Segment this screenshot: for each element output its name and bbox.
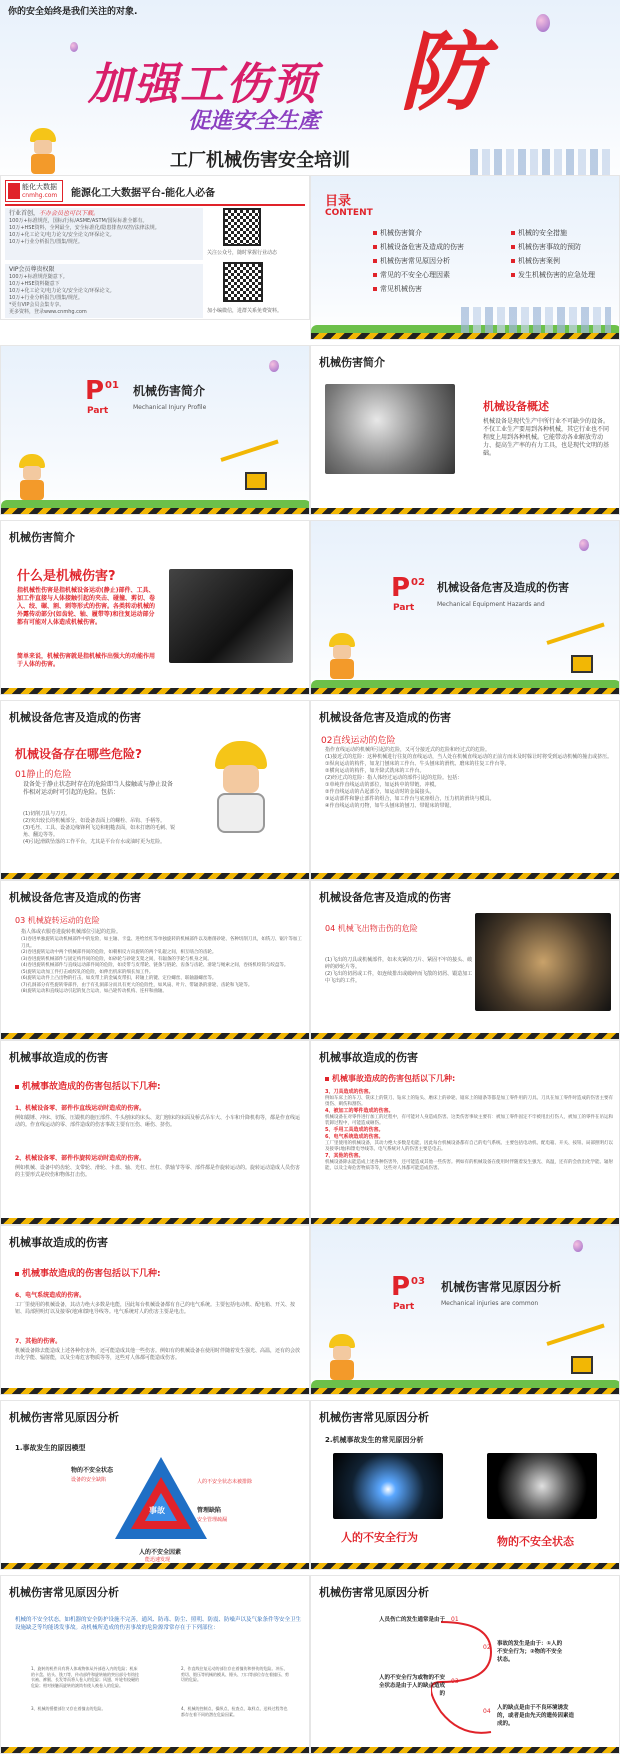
part-title: 机械伤害简介 <box>133 384 206 398</box>
what-slide <box>0 520 310 695</box>
part-number: 03 <box>411 1276 425 1287</box>
qr-code-icon <box>223 208 261 246</box>
what-text: 指机械性伤害是指机械设备运动(静止)部件、工具、加工件直接与人体接触引起的夹击、碰撞、剪切、卷入、绞、碾、割、刺等形式的伤害。各类转动机械的外露传动部分(如齿轮、轴、履带等)和往复运动部分都有可能对人体造成机械伤害。 <box>17 587 156 626</box>
slide-header: 机械伤害简介 <box>319 356 385 369</box>
hazard-subtitle: 03 机械旋转运动的危险 <box>15 916 100 925</box>
triangle-center-label: 事故 <box>149 1506 165 1515</box>
gears-image <box>475 913 611 1011</box>
hazard-item: (1)切削刀具与刀刃。 <box>23 811 71 817</box>
cause-intro: 机械的不安全状态，如机器的安全防护设施不完善，通风、防毒、防尘、照明、防震、防噪声以及气象条件等安全卫生设施缺乏等均能诱发事故。动机械所造成的伤害事故的危险源常常存在于下列部位： <box>15 1617 302 1631</box>
top-slogan: 你的安全始终是我们关注的对象. <box>8 7 138 17</box>
crane-illustration <box>547 1334 607 1378</box>
toc-item[interactable]: 发生机械伤害的应急处理 <box>511 268 595 282</box>
accident-sub: 6、电气系统造成的伤害。 <box>15 1292 86 1299</box>
toc-item[interactable]: 常见的不安全心理因素 <box>373 268 464 282</box>
vip-title: VIP会员尊贵权限 <box>9 266 55 273</box>
toc-slide <box>310 175 620 340</box>
accident-title: 机械事故造成的伤害包括以下几种: <box>325 1073 455 1084</box>
members-title: 行业首创， <box>9 210 40 217</box>
hazard-items: (1)卷进单独旋转运动机械部件中的危险，如主轴、卡盘、进给丝杠等单独旋转的机械部件以及磨削砂轮、各种切削刀具，如铣刀、锯片等加工刀具。 (2)卷进旋转运动中两个机械部件间的危险，如朝相反方向旋转的两个轧辊之间，相互啮合的齿轮。 (3)卷进旋转机械部件与固定构件间的危险，如砂轮与砂轮支架之间，有辐条的手轮与机身之间。 (4)卷进旋转机械部件与直线运动部件间的危险，如皮带与皮带轮、链条与链轮、齿条与齿轮、滑轮与绳索之间，卷扬机绞筒与绞盘等。 (5)旋转运动加工件打击或绞轧的危险，如伸出机床的细长加工件。 (6)旋转运动件上凸出物的打击，如皮带上的金属皮带扣，转轴上的键、定位螺丝、联轴器螺丝等。 (7)孔洞部分有些旋转零部件，由于有孔洞部分而具有更大的危险性，如风扇、叶片、带辐条的滑轮、齿轮和飞轮等。 (8)旋转运动和直线运动引起的复合运动，如凸轮传动机构、连杆和曲轴。 <box>21 937 302 994</box>
cause-triangle-diagram <box>111 1453 211 1543</box>
worker-mascot <box>323 262 357 308</box>
ad-panel <box>0 175 310 320</box>
balloon-icon <box>70 42 78 52</box>
part-number: 01 <box>105 380 119 391</box>
hazard-stripe <box>1 873 309 879</box>
cause-item: 2、作直线往复运动的部位存在着撞伤和挤伤的危险。冲压、剪切、锻压等机械的模具、锤头、刀口等部位存在着撞压、剪切的危险。 <box>181 1666 289 1682</box>
toc-item[interactable]: 机械伤害简介 <box>373 226 464 240</box>
cover-banner <box>0 0 620 185</box>
banner-subtitle: 促進安全生產 <box>188 109 321 134</box>
hazard-stripe <box>311 873 619 879</box>
part-word: Part <box>87 406 109 416</box>
slide-header: 机械设备危害及造成的伤害 <box>319 711 451 724</box>
worker-mascot <box>325 633 359 679</box>
toc-title-en: CONTENT <box>325 208 373 218</box>
note: 设备的安全缺陷 <box>71 1477 107 1483</box>
ad-red-line <box>5 204 305 206</box>
accident3-slide <box>0 1225 310 1395</box>
qr-code-icon <box>223 262 263 302</box>
hazard-subtitle: 04 机械飞出物击伤的危险 <box>325 924 418 933</box>
balloon-icon <box>269 360 279 372</box>
worker-thumbs-up-illustration <box>207 741 275 833</box>
course-title: 工厂机械伤害安全培训 <box>170 150 350 171</box>
part-number: 02 <box>411 577 425 588</box>
toc-item[interactable]: 机械的安全措施 <box>511 226 595 240</box>
cause-sub: 2.机械事故发生的常见原因分析 <box>325 1436 424 1444</box>
banner-title-big: 防 <box>400 23 486 123</box>
hazard-stripe <box>311 1747 619 1753</box>
qr1-caption: 关注公众号，随时掌握行业动态 <box>207 250 278 256</box>
cause1-slide <box>0 1400 310 1570</box>
toc-right-list <box>511 226 595 282</box>
toc-left-list <box>373 226 464 296</box>
slide-header: 机械事故造成的伤害 <box>9 1236 108 1249</box>
hazard1-slide <box>0 700 310 880</box>
hazard-stripe <box>1 1033 309 1039</box>
step-block: 人的缺点是由于不良环境诱发的，或者是由先天的遗传因素造成的。 <box>497 1705 575 1727</box>
slide-header: 机械伤害常见原因分析 <box>9 1586 119 1599</box>
ad-headline: 能源化工大数据平台-能化人必备 <box>71 188 216 199</box>
part-letter: P <box>391 573 411 603</box>
ad-line: 100万+标准规范，国标/行标/ASME/ASTM/国际标准全都有。 <box>9 218 148 224</box>
cause3-slide <box>0 1575 310 1754</box>
slide-header: 机械伤害常见原因分析 <box>9 1411 119 1424</box>
hazard-stripe <box>1 688 309 694</box>
what-text2: 简单来说，机械伤害就是指机械作出强大的功能作用于人体的伤害。 <box>17 653 156 668</box>
accident2-slide <box>310 1040 620 1225</box>
accident-list: 3、刀具造成的伤害。 例如车床上的车刀、铣床上的铣刀、钻床上的钻头、磨床上的砂轮、锯床上的锯条等都是加工零件用的刀具。刀具在加工零件时造成的伤害主要有烫伤、刺伤和割伤。 4、被加工的零件造成的伤害。 机械设备在对零件进行加工的过程中，有可能对人身造成伤害。这类伤害事故主要有：被加工零件固定不牢被甩出打伤人，被加工的零件在吊运和装卸过程中，可能造成砸伤。 5、手用工具造成的伤害。 6、电气系统造成的伤害。 工厂里使用的机械设备，其动力绝大多数是电能，因此每台机械设备都有自己的电气系统。主要包括电动机、配电箱、开关、按钮、局部照明灯以及接零(地)和馈电导线等。电气系统对人的伤害主要是电击。 7、其他的伤害。 机械设备除去能造成上述各种伤害外，还可能造成其他一些伤害。例如有的机械设备在使用时伴随着发生强光、高温，还有的会放出化学能、辐射能，以及尘毒危害物质等等，这些对人体都可能造成伤害。 <box>325 1089 613 1171</box>
hazard2-slide <box>310 700 620 880</box>
hazard-stripe <box>311 333 619 339</box>
vip-line: 10万+化工论文/电力论文/安全论文/环保论文。 <box>9 288 115 294</box>
ad-member-box <box>5 208 203 260</box>
hazard-items: (1)飞出的刀具或机械部件，如未夹紧的刀片、紧固不牢的接头、破碎的砂轮片等。 (2)飞出的切屑或工件，如连续排出或破碎而飞散的切屑、锻造加工中飞出的工件。 <box>325 957 473 984</box>
part-letter: P <box>85 376 105 406</box>
grass <box>311 680 620 688</box>
worker-mascot <box>325 1334 359 1380</box>
part-subtitle: Mechanical Injury Profile <box>133 404 207 411</box>
part-title: 机械设备危害及造成的伤害 <box>437 581 569 594</box>
city-skyline <box>461 307 611 333</box>
grass <box>311 1380 620 1388</box>
cause-item: 1、旋转的机件具有将人体或物体从外部卷入内的危险；机床的卡盘、钻头、铣刀等，传动部件和旋转轴的突出部分有钩挂衣袖、裤腿、长发等而将人卷入的危险；风翅、叶轮有绞碾的危险；相对接触而旋转的滚筒有使人被卷入的危险。 <box>31 1666 139 1688</box>
hazard-item: (4)引起滑跌坠落的工作平台，尤其是平台有水或油时更为危险。 <box>23 839 166 845</box>
crane-illustration <box>547 633 607 677</box>
right-label: 物的不安全状态 <box>497 1535 574 1548</box>
step-block: 人员伤亡的发生通常是由于 <box>378 1617 445 1623</box>
toc-title: 目录 <box>325 194 352 209</box>
hazard-stripe <box>1 1218 309 1224</box>
step-number: 01 <box>451 1616 459 1623</box>
toc-item[interactable]: 机械设备危害及造成的伤害 <box>373 240 464 254</box>
crane-illustration <box>221 450 281 494</box>
step-number: 02 <box>483 1644 491 1651</box>
ad-line: 10万+HSE资料，全网最全，安全标准化/隐患排查/双控/法律法规。 <box>9 225 160 231</box>
overview-title: 机械设备概述 <box>483 400 549 413</box>
gear-image <box>487 1453 597 1519</box>
worker-mascot <box>26 128 60 174</box>
part-subtitle: Mechanical injuries are common <box>441 1300 539 1307</box>
slide-header: 机械事故造成的伤害 <box>9 1051 108 1064</box>
toc-item[interactable]: 常见机械伤害 <box>373 282 464 296</box>
accident-sub: 2、机械设备零、部件作旋转运动时造成的伤害。 <box>15 1155 146 1162</box>
hazard-stripe <box>311 1563 619 1569</box>
slide-header: 机械设备危害及造成的伤害 <box>9 891 141 904</box>
glove-hand-image <box>169 569 293 663</box>
hazard4-slide <box>310 880 620 1040</box>
step-number: 03 <box>451 1678 459 1685</box>
slide-header: 机械伤害常见原因分析 <box>319 1411 429 1424</box>
slide-header: 机械设备危害及造成的伤害 <box>319 891 451 904</box>
part02-slide <box>310 520 620 695</box>
accident-title: 机械事故造成的伤害包括以下几种: <box>15 1079 161 1092</box>
hazard-items <box>23 811 183 846</box>
ad-line: 10万+行业分析报告/图集/规范。 <box>9 239 83 245</box>
slide-header: 机械事故造成的伤害 <box>319 1051 418 1064</box>
hazard-stripe <box>311 1218 619 1224</box>
accident-sub: 7、其他的伤害。 <box>15 1338 62 1345</box>
hazard-stripe <box>1 1563 309 1569</box>
hazard-stripe <box>1 508 309 514</box>
accident1-slide <box>0 1040 310 1225</box>
accident-sub: 1、机械设备零、部件作直线运动时造成的伤害。 <box>15 1105 146 1112</box>
cause-item: 4、机械的控制点、操纵点、检查点、取样点、送料过程等也都存在着不同的潜在危险因素。 <box>181 1706 288 1717</box>
step-block: 人的不安全行为或物的不安全状态是由于人的缺点造成的 <box>378 1675 445 1697</box>
vip-line: 10万+行业分析报告/图集/规范。 <box>9 295 83 301</box>
hazard-stripe <box>311 508 619 514</box>
step-number: 04 <box>483 1708 491 1715</box>
hazard-subtitle: 02直线运动的危险 <box>321 736 396 746</box>
cause-item: 3、机械的摇摆部位又存在着撞击的危险。 <box>31 1706 106 1711</box>
step-block: 事故的发生是由于：①人的不安全行为；②物的不安全状态。 <box>497 1641 563 1663</box>
slide-header: 机械伤害常见原因分析 <box>319 1586 429 1599</box>
balloon-icon <box>536 14 550 32</box>
hazard-stripe <box>311 688 619 694</box>
hazard-text: 指人体或衣服卷进旋转机械部位引起的危险。 <box>21 929 122 935</box>
part-title: 机械伤害常见原因分析 <box>441 1280 562 1294</box>
more-link[interactable]: 更多资料，登录www.cnmhg.com <box>9 309 87 315</box>
hazard-subtitle: 01静止的危险 <box>15 770 72 780</box>
hazard-stripe <box>311 1033 619 1039</box>
hazard-stripe <box>311 1388 619 1394</box>
accident-text: 工厂里使用的机械设备，其动力绝大多数是电能，因此每台机械设备都有自己的电气系统。主要包括电动机、配电箱、开关、按钮、局部照明灯以及接零(地)和馈电导线等。电气系统对人的伤害主要是电击。 <box>15 1302 296 1315</box>
label-human-unsafe: 人的不安全因素 <box>139 1549 182 1556</box>
hazard3-slide <box>0 880 310 1040</box>
grass <box>1 500 310 508</box>
welding-image <box>333 1453 443 1519</box>
toc-item[interactable]: 机械伤害案例 <box>511 254 595 268</box>
overview-text: 机械设备是现代生产中所行业不可缺少的设备。不仅工业生产要用到各种机械，其它行业也不同程度上用到各种机械。它能带动各业解放劳动力、提高生产率的有力工具，也是现代文明的基础。 <box>483 418 610 457</box>
accident-text: 例如机械、设备中的齿轮、支带轮、滑轮、卡盘、轴、光杠、丝杠、供轴节等零、部件都是作旋转运动的。旋转运动造成人员伤害的主要形式是绞伤和物体打击伤。 <box>15 1165 301 1178</box>
hazard-item: (2)突出较长的机械部分，如设备表面上的螺栓、吊钩、手柄等。 <box>23 818 166 824</box>
cause2-slide <box>310 1400 620 1570</box>
left-label: 人的不安全行为 <box>341 1531 418 1544</box>
banner-title: 加强工伤预 <box>88 59 318 110</box>
note: 人的不安全状态未被排除 <box>197 1479 253 1485</box>
hazard-item: (3)毛坯、工具、设备边缘锋利飞边和粗糙表面，如未打磨的毛刺、锐角、翻边等等。 <box>23 825 176 838</box>
drill-bit-image <box>325 384 455 474</box>
overview-slide <box>310 345 620 515</box>
qr2-caption: 加小编微信，进群关系免费资料。 <box>207 308 283 314</box>
logo-box <box>5 180 63 202</box>
hazard-stripe <box>1 1388 309 1394</box>
hazard-question: 机械设备存在哪些危险? <box>15 747 142 761</box>
part-word: Part <box>393 603 415 613</box>
balloon-icon <box>573 1240 583 1252</box>
label-object-unsafe: 物的不安全状态 <box>71 1467 114 1474</box>
logo-url[interactable]: cnmhg.com <box>22 192 58 199</box>
city-skyline <box>470 149 610 175</box>
what-title: 什么是机械伤害? <box>17 569 116 584</box>
note: 安全管理疏漏 <box>197 1517 228 1523</box>
logo-mark-icon <box>8 183 20 199</box>
vip-line: 100万+标准规范随意下。 <box>9 274 68 280</box>
hazard-text: 设备处于静止状态时存在的危险即当人接触或与静止设备作相对运动时可引起的危险。包括： <box>23 781 174 796</box>
part01-slide <box>0 345 310 515</box>
part-letter: P <box>391 1272 411 1302</box>
label-management-defect: 管理缺陷 <box>197 1507 222 1514</box>
vip-line: *更有VIP会员会集专享。 <box>9 302 65 308</box>
worker-mascot <box>15 454 49 500</box>
vip-line: 10万+HSE资料随意下 <box>9 281 60 287</box>
balloon-icon <box>579 539 589 551</box>
accident-text: 例如锻锤、冲床、切钣、压锻机的施压部件、牛头刨床的床头、龙门刨床的床面及桥式吊车大、小车和升降机构等，都是作直线运动的。作直线运动的零、部件造成的伤害事故主要有压伤、砸伤、挤伤。 <box>15 1115 301 1128</box>
ad-line: 10万+化工论文/电力论文/安全论文/环保论文。 <box>9 232 115 238</box>
part-subtitle: Mechanical Equipment Hazards and <box>437 601 545 608</box>
members-note: 不办会员也可以下载。 <box>39 210 100 217</box>
hazard-stripe <box>1 1747 309 1753</box>
slide-header: 机械设备危害及造成的伤害 <box>9 711 141 724</box>
part-word: Part <box>393 1302 415 1312</box>
part03-slide <box>310 1225 620 1395</box>
cause-sub: 1.事故发生的原因模型 <box>15 1444 86 1452</box>
hazard-text: 指作直线运动的机械所引起的危险，又可分接近式的危险和经过式的危险。 (1)接近式的危险：这种机械进行往复的直线运动，当人处在机械直线运动的正前方而未及时躲让时将受到运动机械的撞击或挤压。 ①纵向运动的构件，如龙门刨床的工作台、牛头刨床的滑枕、磨床的往复工作台等。 ②横向运动的构件，如升降式铣床的工作台。 (2)经过式的危险：指人体经过运动的部件引起的危险。包括： ①单纯作直线运动的部位，如运转中的带链、冲模。 ②作直线运动的凸起部分，如运动时的金属接头。 ③运动部件和静止部件的组合，如工作台与底座组合，压力机的滑块与模具。 ④作直线运动的刃物，如牛头刨床的刨刀、带锯床的带锯。 <box>325 747 613 809</box>
toc-item[interactable]: 机械伤害常见原因分析 <box>373 254 464 268</box>
toc-item[interactable]: 机械伤害事故的预防 <box>511 240 595 254</box>
accident-title: 机械事故造成的伤害包括以下几种: <box>15 1266 161 1279</box>
ad-vip-box <box>5 264 203 318</box>
logo-text: 能化大数据 <box>22 183 57 191</box>
note: 能迅速发现 <box>145 1557 171 1563</box>
accident-text: 机械设备除去能造成上述各种伤害外，还可能造成其他一些伤害。例如有的机械设备在使用时伴随着发生强光、高温，还有的会放出化学能、辐射能，以及尘毒危害物质等等，这些对人体都可能造成伤害。 <box>15 1348 301 1361</box>
cause4-slide <box>310 1575 620 1754</box>
slide-header: 机械伤害简介 <box>9 531 75 544</box>
